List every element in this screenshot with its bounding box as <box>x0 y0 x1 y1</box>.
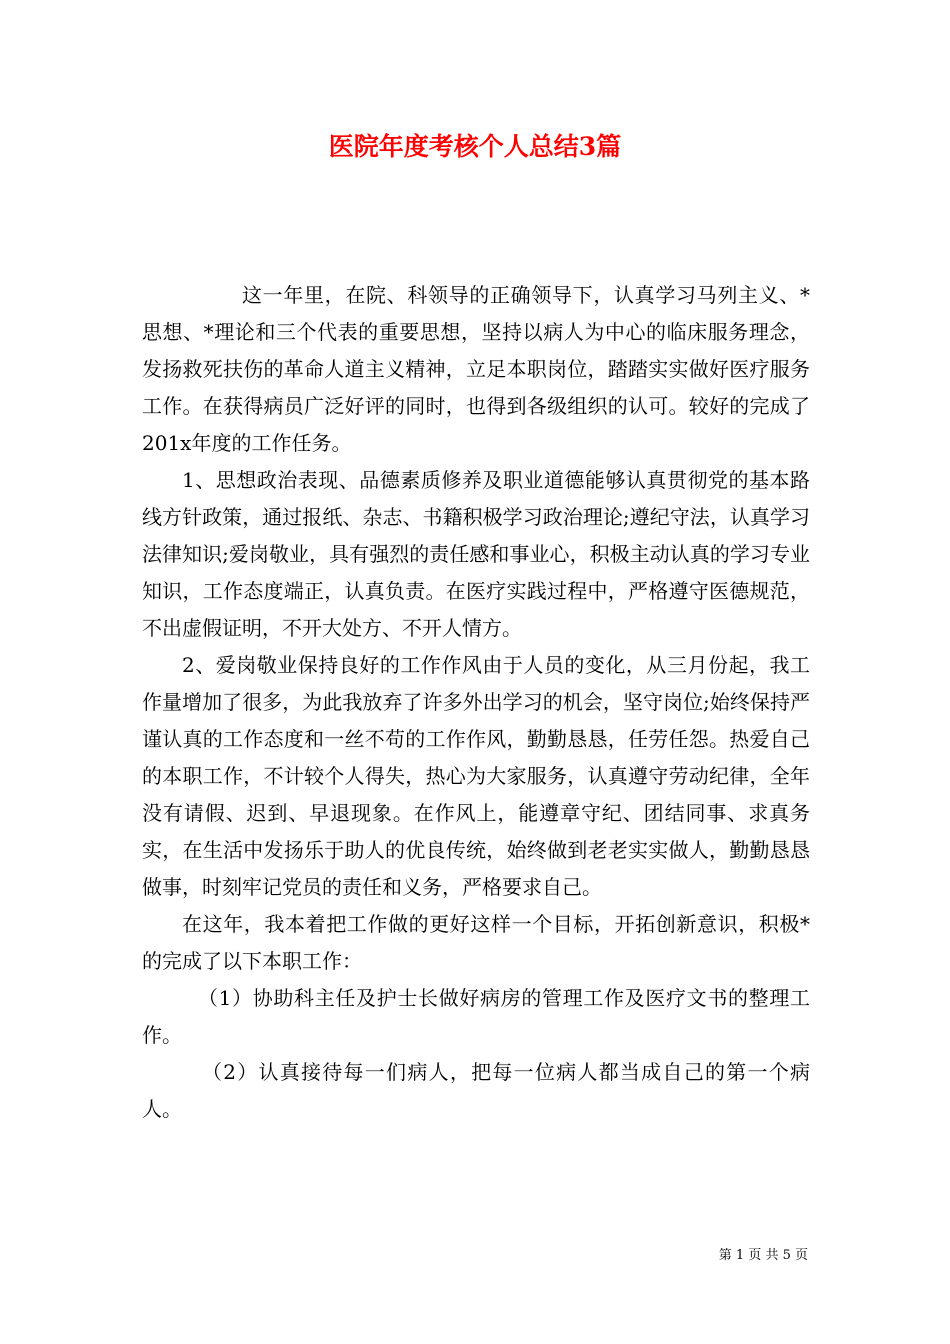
page-indicator: 第 1 页 共 5 页 <box>718 1248 808 1263</box>
document-body <box>142 277 810 1128</box>
paragraph-section-2: 2、爱岗敬业保持良好的工作作风由于人员的变化，从三月份起，我工作量增加了很多，为此我放弃了许多外出学习的机会，坚守岗位;始终保持严谨认真的工作态度和一丝不苟的工作作风，勤勤恳恳，任劳任怨。热爱自己的本职工作，不计较个人得失，热心为大家服务，认真遵守劳动纪律，全年没有请假、迟到、早退现象。在作风上，能遵章守纪、团结同事、求真务实，在生活中发扬乐于助人的优良传统，始终做到老老实实做人，勤勤恳恳做事，时刻牢记党员的责任和义务，严格要求自己。 <box>142 653 810 899</box>
paragraph-item-2: （2）认真接待每一们病人，把每一位病人都当成自己的第一个病人。 <box>142 1060 810 1121</box>
document-title: 医院年度考核个人总结3篇 <box>328 132 622 161</box>
paragraph-item-1: （1）协助科主任及护士长做好病房的管理工作及医疗文书的整理工作。 <box>142 986 810 1047</box>
paragraph-section-1: 1、思想政治表现、品德素质修养及职业道德能够认真贯彻党的基本路线方针政策，通过报纸、杂志、书籍积极学习政治理论;遵纪守法，认真学习法律知识;爱岗敬业，具有强烈的责任感和事业心，积极主动认真的学习专业知识，工作态度端正，认真负责。在医疗实践过程中，严格遵守医德规范，不出虚假证明，不开大处方、不开人情方。 <box>142 468 810 640</box>
paragraph-intro: 这一年里，在院、科领导的正确领导下，认真学习马列主义、*思想、*理论和三个代表的重要思想，坚持以病人为中心的临床服务理念，发扬救死扶伤的革命人道主义精神，立足本职岗位，踏踏实实做好医疗服务工作。在获得病员广泛好评的同时，也得到各级组织的认可。较好的完成了201x年度的工作任务。 <box>142 283 810 455</box>
paragraph-work-summary: 在这年，我本着把工作做的更好这样一个目标，开拓创新意识，积极*的完成了以下本职工作： <box>142 912 810 973</box>
